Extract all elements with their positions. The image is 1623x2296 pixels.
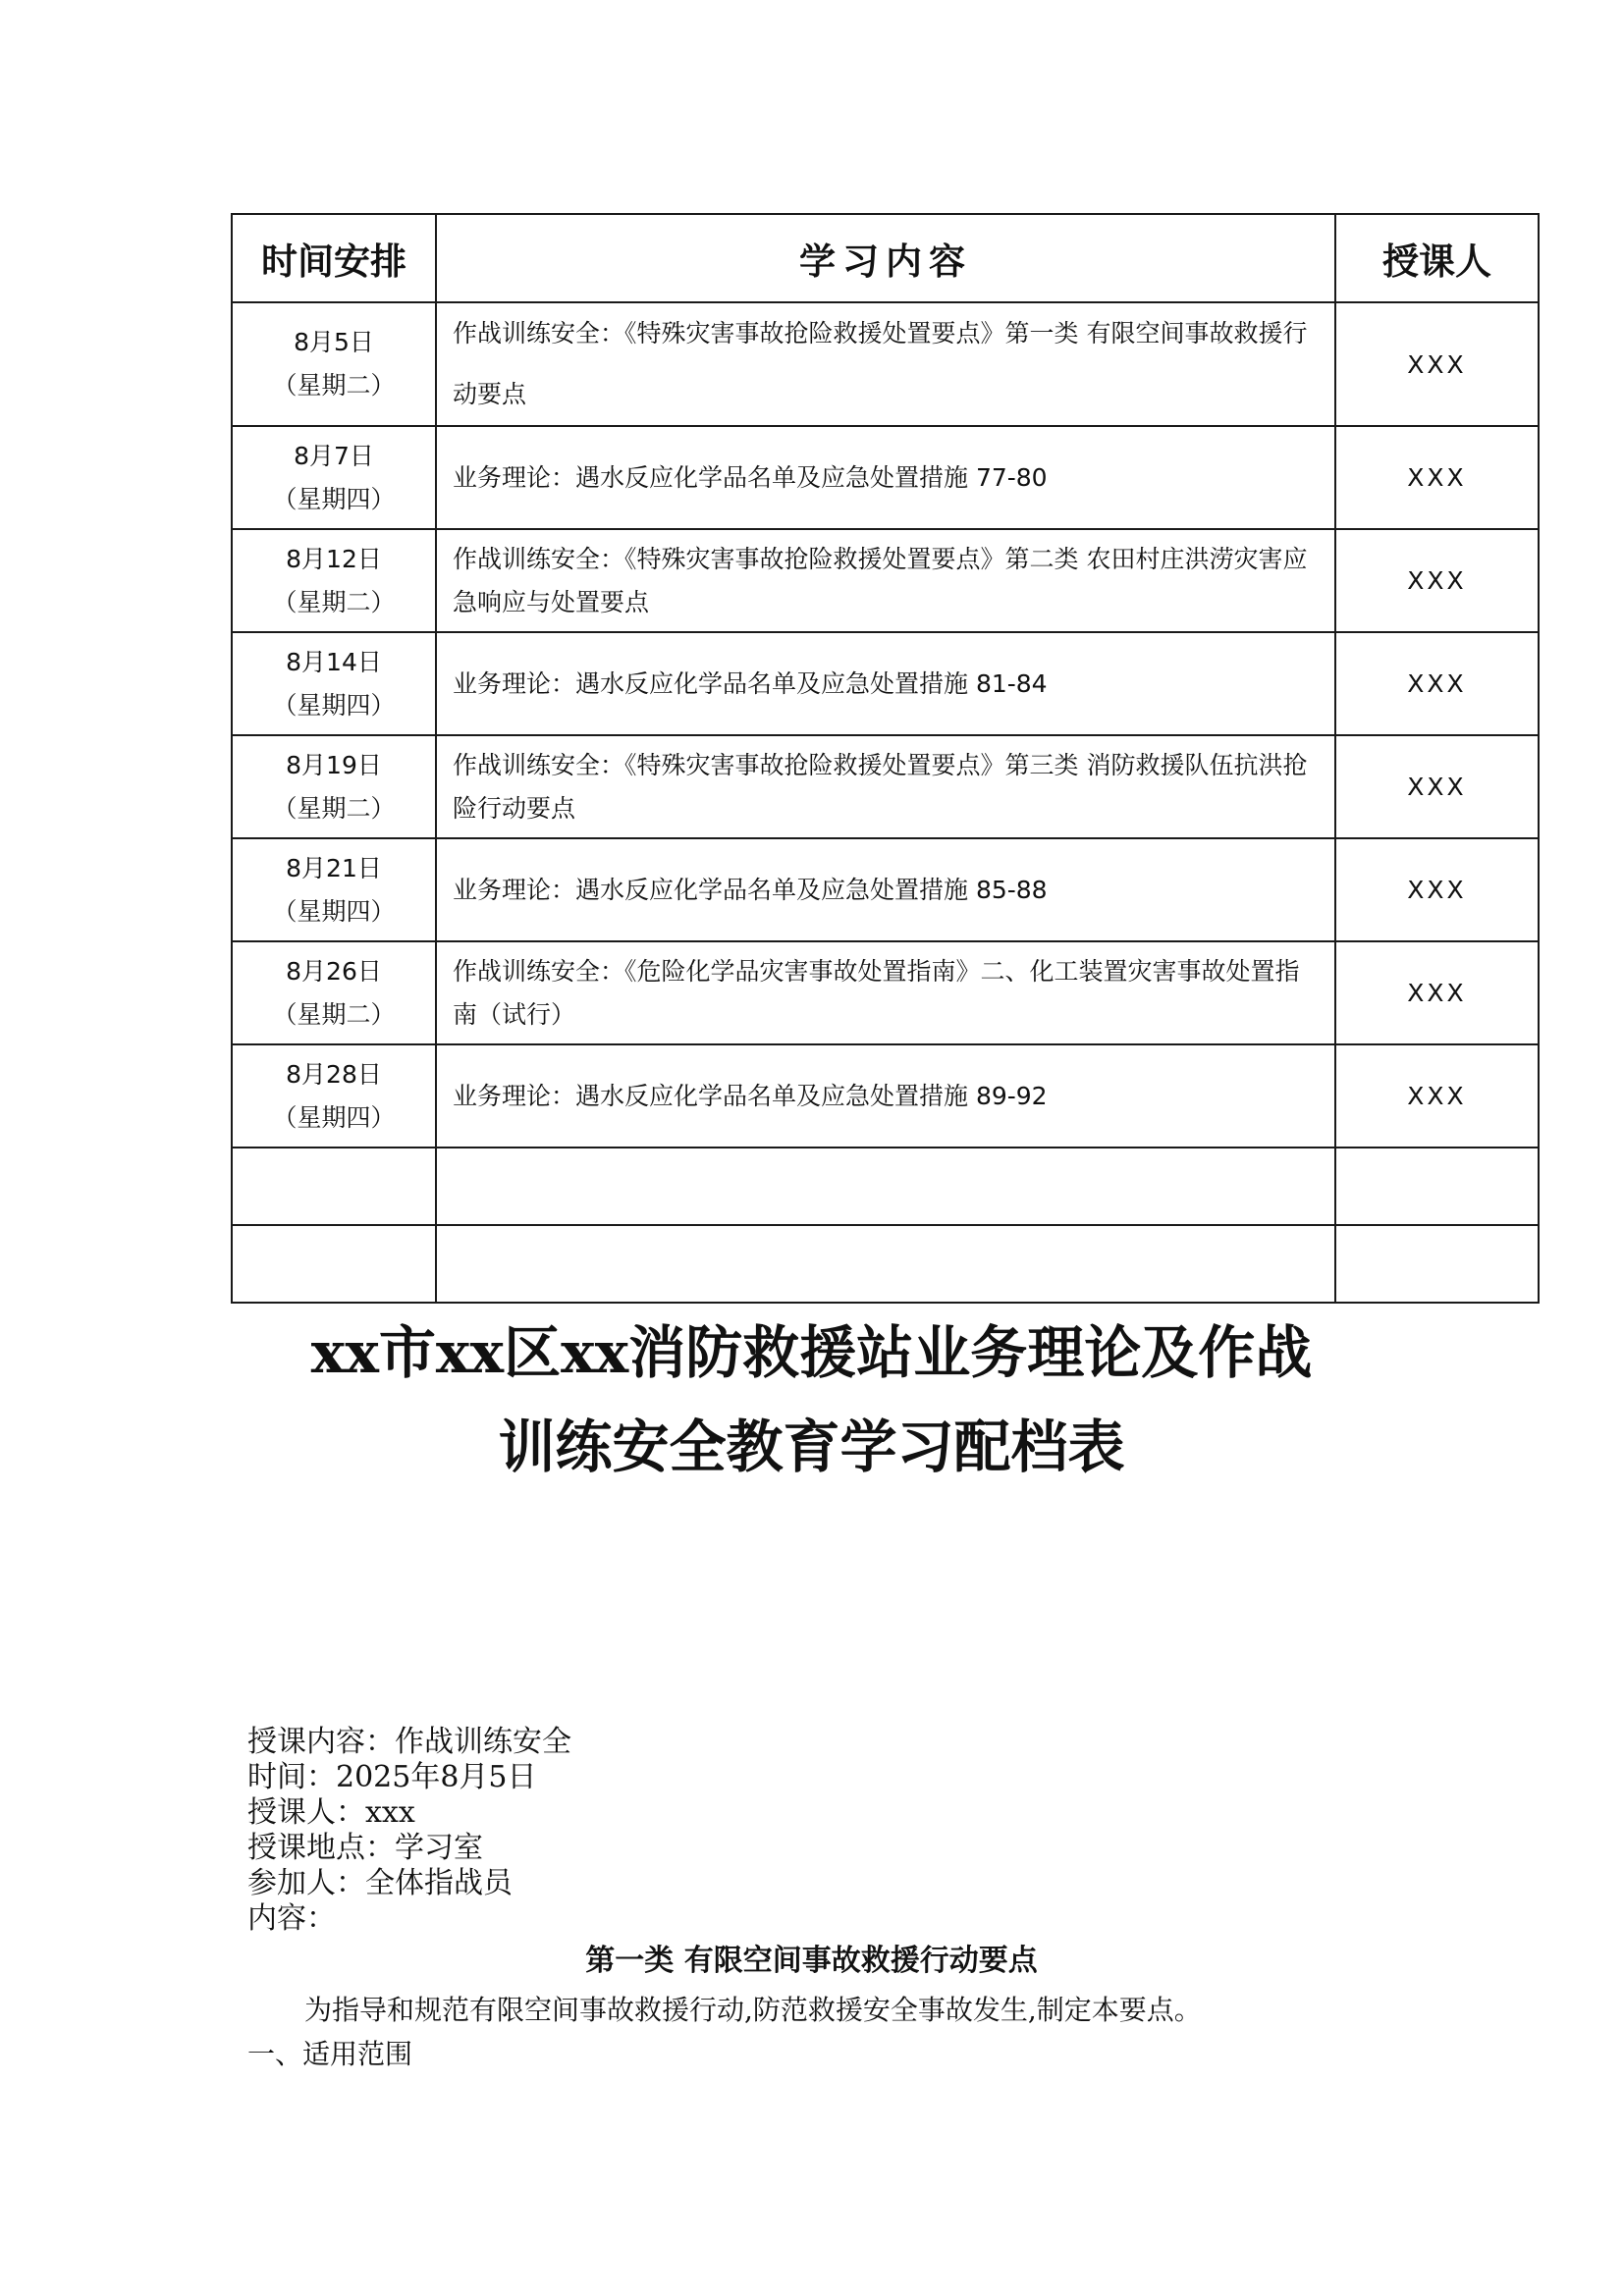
lesson-time-line: 时间：2025年8月5日 <box>247 1760 537 1794</box>
time-cell <box>232 529 436 632</box>
weekday-text: （星期二） <box>272 999 396 1029</box>
table-row <box>232 941 1539 1044</box>
content-cell: 作战训练安全：《特殊灾害事故抢险救援处置要点》第二类 农田村庄洪涝灾害应急响应与处置要点 <box>436 529 1335 632</box>
table-row <box>232 735 1539 838</box>
header-content: 学习内容 <box>436 214 1335 302</box>
title-line-2: 训练安全教育学习配档表 <box>498 1414 1125 1480</box>
date-text: 8月14日 <box>286 647 382 676</box>
content-cell: 作战训练安全：《特殊灾害事故抢险救援处置要点》第三类 消防救援队伍抗洪抢险行动要点 <box>436 735 1335 838</box>
blank-cell <box>436 1148 1335 1225</box>
blank-cell <box>232 1225 436 1303</box>
teacher-cell: XXX <box>1335 529 1539 632</box>
date-text: 8月19日 <box>286 750 382 779</box>
teacher-cell: XXX <box>1335 838 1539 941</box>
date-text: 8月12日 <box>286 544 382 573</box>
schedule-table <box>231 213 1540 1304</box>
blank-cell <box>1335 1225 1539 1303</box>
lesson-participants-line: 参加人：全体指战员 <box>247 1866 513 1900</box>
content-cell: 作战训练安全：《特殊灾害事故抢险救援处置要点》第一类 有限空间事故救援行动要点 <box>436 302 1335 426</box>
teacher-cell: XXX <box>1335 1044 1539 1148</box>
blank-cell <box>232 1148 436 1225</box>
document-title <box>0 1306 1623 1494</box>
intro-paragraph: 为指导和规范有限空间事故救援行动,防范救援安全事故发生,制定本要点。 <box>304 1994 1202 2026</box>
time-cell <box>232 735 436 838</box>
time-cell <box>232 838 436 941</box>
date-text: 8月5日 <box>294 328 374 356</box>
teacher-cell: XXX <box>1335 735 1539 838</box>
table-row <box>232 529 1539 632</box>
blank-row <box>232 1225 1539 1303</box>
content-cell: 业务理论：遇水反应化学品名单及应急处置措施 81-84 <box>436 632 1335 735</box>
table-row <box>232 632 1539 735</box>
table-row <box>232 838 1539 941</box>
content-cell: 业务理论：遇水反应化学品名单及应急处置措施 89-92 <box>436 1044 1335 1148</box>
teacher-cell: XXX <box>1335 302 1539 426</box>
lesson-info <box>247 1725 1524 1937</box>
date-text: 8月26日 <box>286 956 382 986</box>
header-teacher: 授课人 <box>1335 214 1539 302</box>
lesson-teacher-line: 授课人：xxx <box>247 1795 415 1830</box>
weekday-text: （星期四） <box>272 896 396 926</box>
time-cell <box>232 1044 436 1148</box>
weekday-text: （星期二） <box>272 587 396 616</box>
title-line-1: xx市xx区xx消防救援站业务理论及作战 <box>310 1319 1313 1386</box>
time-cell <box>232 302 436 426</box>
weekday-text: （星期四） <box>272 484 396 513</box>
teacher-cell: XXX <box>1335 426 1539 529</box>
weekday-text: （星期二） <box>272 793 396 823</box>
content-cell: 作战训练安全：《危险化学品灾害事故处置指南》二、化工装置灾害事故处置指南（试行） <box>436 941 1335 1044</box>
lesson-content-label: 内容： <box>247 1901 336 1936</box>
header-time: 时间安排 <box>232 214 436 302</box>
blank-cell <box>1335 1148 1539 1225</box>
table-header-row <box>232 214 1539 302</box>
sub-heading: 一、适用范围 <box>247 2038 413 2070</box>
blank-row <box>232 1148 1539 1225</box>
weekday-text: （星期四） <box>272 1102 396 1132</box>
weekday-text: （星期二） <box>272 371 396 400</box>
date-text: 8月7日 <box>294 441 374 470</box>
time-cell <box>232 941 436 1044</box>
content-cell: 业务理论：遇水反应化学品名单及应急处置措施 85-88 <box>436 838 1335 941</box>
blank-cell <box>436 1225 1335 1303</box>
table-row <box>232 1044 1539 1148</box>
date-text: 8月28日 <box>286 1059 382 1089</box>
teacher-cell: XXX <box>1335 941 1539 1044</box>
time-cell <box>232 632 436 735</box>
date-text: 8月21日 <box>286 853 382 882</box>
lesson-location-line: 授课地点：学习室 <box>247 1831 483 1865</box>
time-cell <box>232 426 436 529</box>
table-row <box>232 426 1539 529</box>
weekday-text: （星期四） <box>272 690 396 720</box>
section-heading: 第一类 有限空间事故救援行动要点 <box>585 1944 1038 1978</box>
lesson-content-line: 授课内容：作战训练安全 <box>247 1725 571 1759</box>
table-row <box>232 302 1539 426</box>
content-cell: 业务理论：遇水反应化学品名单及应急处置措施 77-80 <box>436 426 1335 529</box>
teacher-cell: XXX <box>1335 632 1539 735</box>
